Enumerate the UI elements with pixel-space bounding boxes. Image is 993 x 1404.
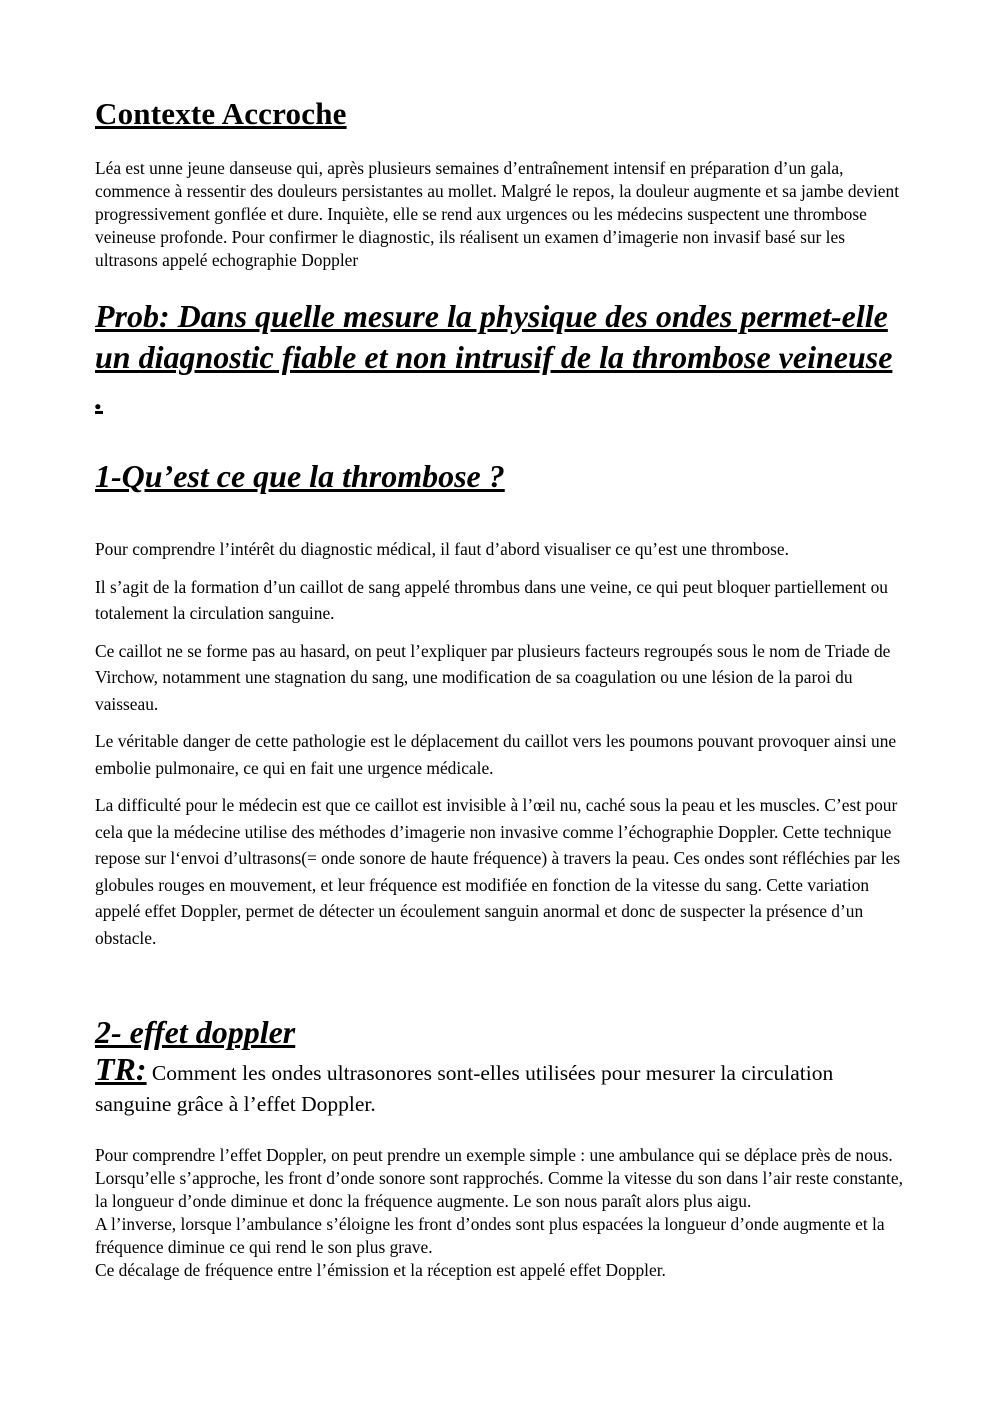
transition-question: [95, 1051, 895, 1121]
section2-heading: 2- effet doppler: [95, 1014, 296, 1050]
section1-paragraph: Il s’agit de la formation d’un caillot de sang appelé thrombus dans une veine, ce qui peut bloquer partiellement ou totalement la circulation sanguine.: [95, 576, 888, 623]
transition-label: TR:: [95, 1051, 147, 1087]
section2-paragraph: A l’inverse, lorsque l’ambulance s’éloigne les front d’ondes sont plus espacées la longueur d’onde augmente et la fréquence diminue ce qui rend le son plus grave.: [95, 1214, 885, 1257]
section2-paragraph: Pour comprendre l’effet Doppler, on peut prendre un exemple simple : une ambulance qui se déplace près de nous. Lorsqu’elle s’approche, les front d’onde sonore sont rapprochés. Comme la vitesse du son dans l’air reste constante, la longueur d’onde diminue et donc la fréquence augmente. Le son nous paraît alors plus aigu.: [95, 1145, 903, 1211]
page-title: Contexte Accroche: [95, 96, 347, 131]
section1-paragraph: Ce caillot ne se forme pas au hasard, on peut l’expliquer par plusieurs facteurs regroupés sous le nom de Triade de Virchow, notamment une stagnation du sang, une modification de sa coagulation ou une lésion de la paroi du vaisseau.: [95, 640, 891, 714]
section1-paragraph: Pour comprendre l’intérêt du diagnostic médical, il faut d’abord visualiser ce qu’est une thrombose.: [95, 539, 789, 559]
section1-paragraph: Le véritable danger de cette pathologie est le déplacement du caillot vers les poumons pouvant provoquer ainsi une embolie pulmonaire, ce qui en fait une urgence médicale.: [95, 731, 897, 778]
intro-paragraph: Léa est unne jeune danseuse qui, après plusieurs semaines d’entraînement intensif en préparation d’un gala, commence à ressentir des douleurs persistantes au mollet. Malgré le repos, la douleur augmente et sa jambe devient progressivement gonflée et dure. Inquiète, elle se rend aux urgences ou les médecins suspectent une thrombose veineuse profonde. Pour confirmer le diagnostic, ils réalisent un examen d’imagerie non invasif basé sur les ultrasons appelé echographie Doppler: [95, 158, 900, 270]
problem-statement: Prob: Dans quelle mesure la physique des ondes permet-elle un diagnostic fiable et non intrusif de la thrombose veineuse .: [95, 298, 893, 416]
section1-heading: 1-Qu’est ce que la thrombose ?: [95, 458, 505, 494]
section1-body: [95, 536, 905, 962]
section2-body: [95, 1144, 905, 1282]
section2-paragraph: Ce décalage de fréquence entre l’émission et la réception est appelé effet Doppler.: [95, 1260, 666, 1280]
transition-text: Comment les ondes ultrasonores sont-elles utilisées pour mesurer la circulation sanguine grâce à l’effet Doppler.: [95, 1061, 834, 1116]
section1-paragraph: La difficulté pour le médecin est que ce caillot est invisible à l’œil nu, caché sous la peau et les muscles. C’est pour cela que la médecine utilise des méthodes d’imagerie non invasive comme l’échographie Doppler. Cette technique repose sur l‘envoi d’ultrasons(= onde sonore de haute fréquence) à travers la peau. Ces ondes sont réfléchies par les globules rouges en mouvement, et leur fréquence est modifiée en fonction de la vitesse du sang. Cette variation appelé effet Doppler, permet de détecter un écoulement sanguin anormal et donc de suspecter la présence d’un obstacle.: [95, 795, 901, 948]
